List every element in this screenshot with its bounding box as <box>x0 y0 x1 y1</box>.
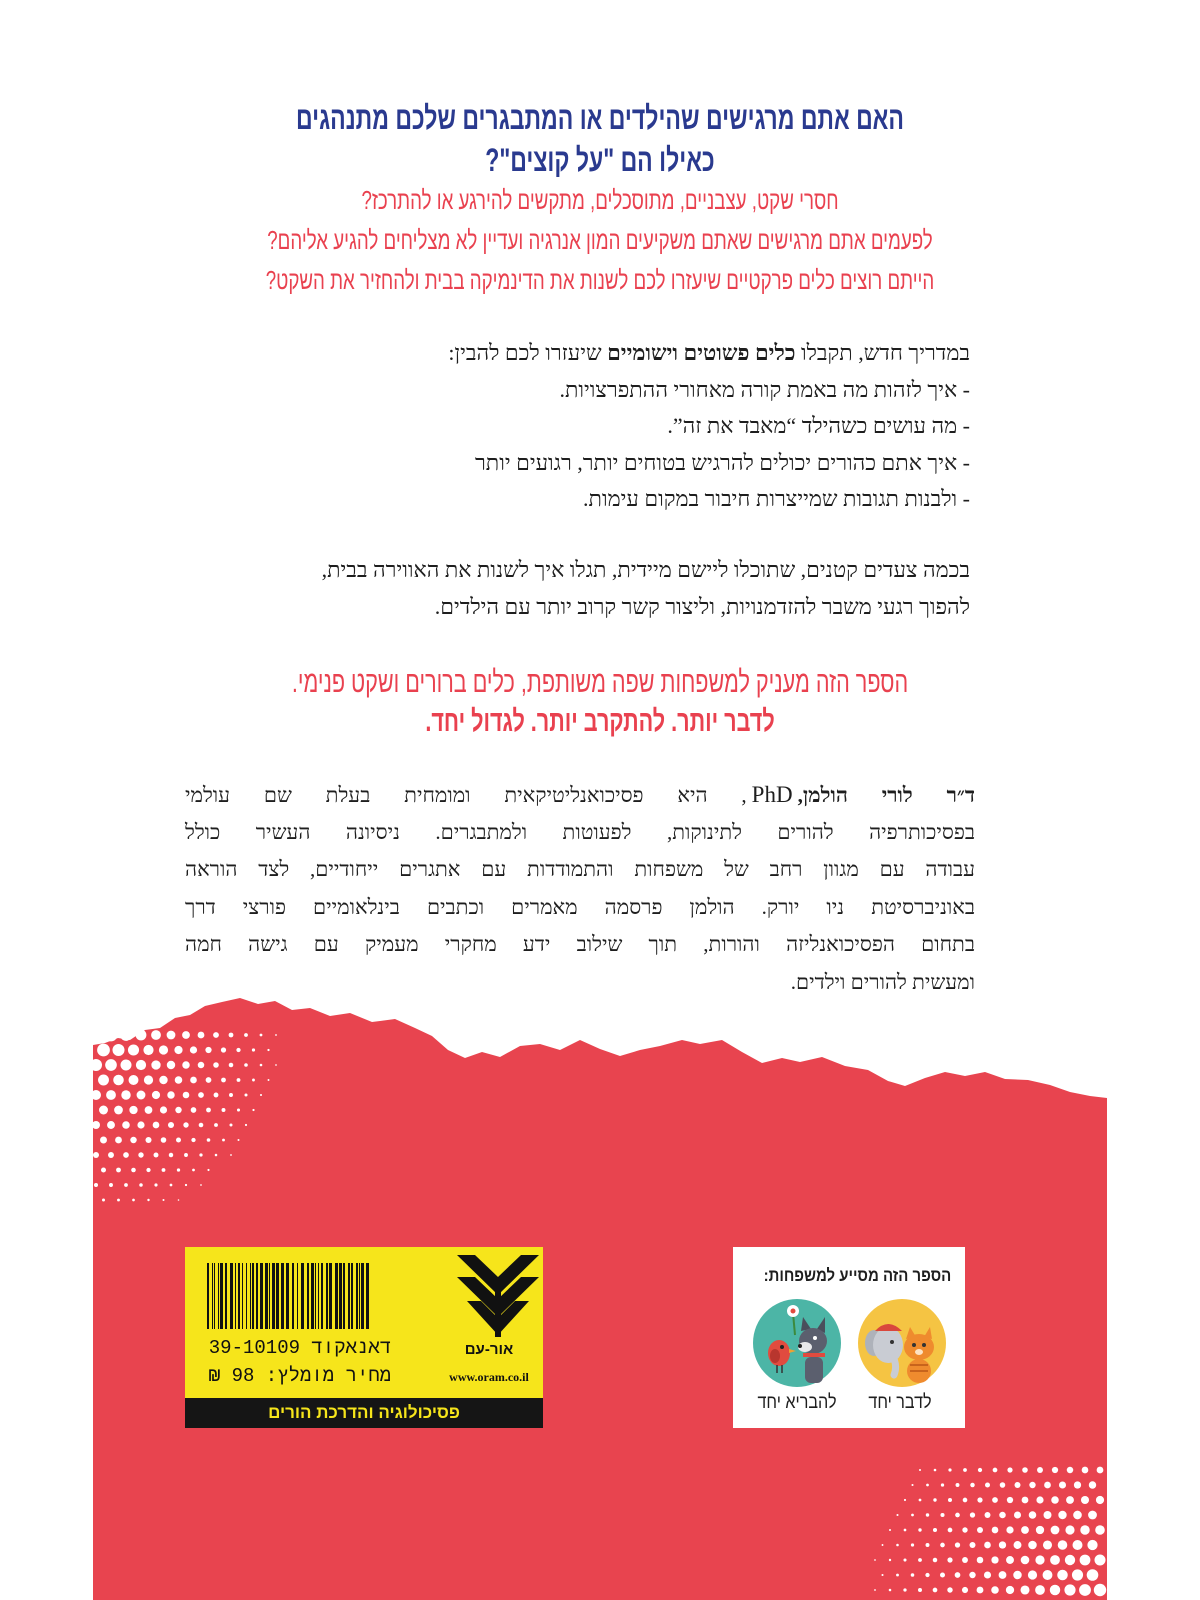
danacode-label: דאנאקוד 39-10109 <box>208 1337 392 1359</box>
barcode <box>207 1263 372 1329</box>
headline-line-2: כאילו הם "על קוצים"? <box>485 142 715 178</box>
headline-line-1: האם אתם מרגישים שהילדים או המתבגרים שלכם מתנהגים <box>296 100 904 136</box>
intro-line <box>180 335 970 372</box>
summary-paragraph <box>180 552 970 625</box>
author-degree: PhD <box>751 782 793 807</box>
author-name: ד״ר לורי הולמן, <box>797 783 975 807</box>
series-title: הספר הזה מסייע למשפחות: <box>763 1266 951 1285</box>
tagline-line-1: הספר הזה מעניק למשפחות שפה משותפת, כלים ברורים ושקט פנימי. <box>291 666 909 699</box>
paragraph-line: בכמה צעדים קטנים, שתוכלו ליישם מיידית, תגלו איך לשנות את האווירה בבית, <box>321 557 970 582</box>
bio-line <box>185 776 975 814</box>
paragraph-line: להפוך רגעי משבר להזדמנויות, וליצור קשר קרוב יותר עם הילדים. <box>434 593 970 619</box>
bio-line-rest: , היא פסיכואנליטיקאית ומומחית בעלת שם עולמי <box>185 783 747 807</box>
wheat-logo-icon <box>453 1251 543 1339</box>
bio-line: עבודה עם מגוון רחב של משפחות והתמודדות עם אתגרים ייחודיים, לצד הוראה <box>185 857 975 882</box>
price-label: מחיר מומלץ: 98 ₪ <box>208 1365 392 1387</box>
intro-text-after: שיעזרו לכם להבין: <box>448 340 608 365</box>
question-line-2: לפעמים אתם מרגישים שאתם משקיעים המון אנרגיה ועדיין לא מצליחים להגיע אליהם? <box>267 225 933 255</box>
barcode-box <box>185 1247 543 1428</box>
bullet-item: - איך אתם כהורים יכולים להרגיש בטוחים יותר, רגועים יותר <box>474 449 970 475</box>
author-bio <box>185 776 975 1002</box>
tagline-line-2: לדבר יותר. להתקרב יותר. לגדול יחד. <box>425 705 775 738</box>
bio-line: באוניברסיטת ניו יורק. הולמן פרסמה מאמרים וכתבים בינלאומיים פורצי דרך <box>185 894 975 919</box>
intro-section <box>180 335 970 518</box>
series-box <box>733 1247 965 1428</box>
book-label-talk-together: לדבר יחד <box>868 1392 932 1413</box>
bio-line: בתחום הפסיכואנליזה והורות, תוך שילוב ידע מחקרי מעמיק עם גישה חמה <box>185 932 975 957</box>
bio-line: בפסיכותרפיה להורים לתינוקות, לפעוטות ולמתבגרים. ניסיונה העשיר כולל <box>185 819 975 844</box>
elephant-cat-illustration <box>858 1299 946 1387</box>
question-line-3: הייתם רוצים כלים פרקטיים שיעזרו לכם לשנות את הדינמיקה בבית ולהחזיר את השקט? <box>265 265 935 295</box>
publisher-name: אור-עם <box>464 1341 514 1358</box>
category-label: פסיכולוגיה והדרכת הורים <box>268 1403 460 1422</box>
intro-text-bold: כלים פשוטים וישומיים <box>607 340 796 365</box>
question-line-1: חסרי שקט, עצבניים, מתוסכלים, מתקשים להירגע או להתרכז? <box>361 185 839 215</box>
bio-line: ומעשית להורים וילדים. <box>790 969 975 994</box>
publisher-website: www.oram.co.il <box>449 1370 529 1384</box>
intro-text-before: במדריך חדש, תקבלו <box>795 340 970 365</box>
dog-bird-illustration <box>753 1299 841 1387</box>
bullet-item: - ולבנות תגובות שמייצרות חיבור במקום עימות. <box>583 486 970 511</box>
category-strip <box>185 1398 543 1428</box>
bullet-item: - איך לזהות מה באמת קורה מאחורי ההתפרצויות. <box>559 376 970 402</box>
book-label-heal-together: להבריא יחד <box>757 1392 837 1413</box>
bullet-item: - מה עושים כשהילד “מאבד את זה”. <box>667 413 970 438</box>
